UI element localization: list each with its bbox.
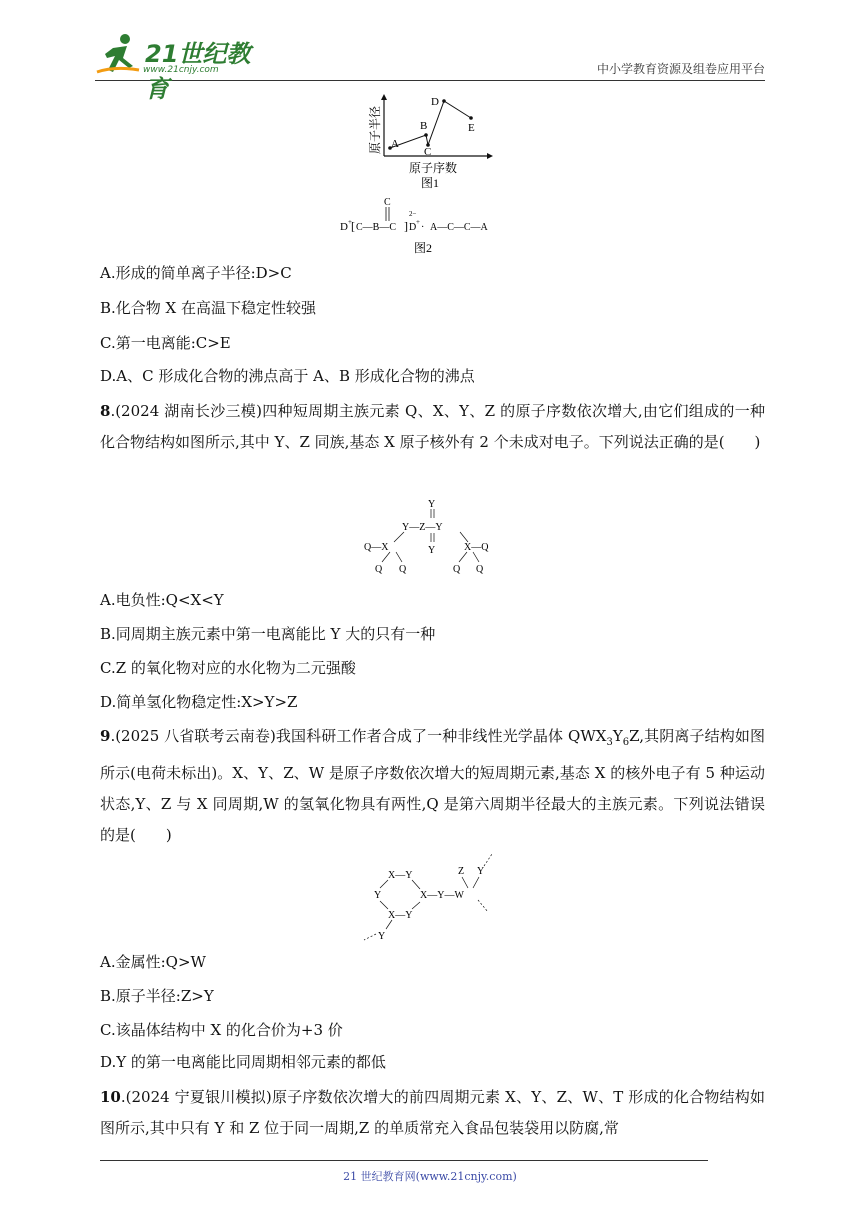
q9-option-d: D.Y 的第一电离能比同周期相邻元素的都低: [100, 1053, 386, 1071]
q8-option-d: D.简单氢化物稳定性:X>Y>Z: [100, 693, 298, 711]
q9-number: 9: [100, 727, 111, 745]
svg-text:C—B—C: C—B—C: [356, 222, 397, 233]
logo: [95, 32, 265, 103]
q8-option-a: A.电负性:Q<X<Y: [100, 591, 224, 609]
q8-option-b: B.同周期主族元素中第一电离能比 Y 大的只有一种: [100, 625, 436, 643]
svg-text:Q: Q: [399, 564, 407, 575]
q9-option-b: B.原子半径:Z>Y: [100, 987, 214, 1005]
q7-option-b: B.化合物 X 在高温下稳定性较强: [100, 299, 317, 317]
q8-number: 8: [100, 402, 111, 420]
figure-q8-structure: [362, 496, 502, 576]
q9-option-c: C.该晶体结构中 X 的化合价为+3 价: [100, 1021, 343, 1039]
figure-q9-structure: [362, 852, 502, 944]
svg-text:X—Y: X—Y: [388, 910, 413, 921]
svg-text:+: +: [348, 218, 352, 226]
fig1-xlabel: 原子序数: [409, 161, 458, 175]
page-footer: 21 世纪教育网(www.21cnjy.com): [343, 1170, 517, 1183]
svg-text:Y: Y: [374, 890, 382, 901]
q10-stem: [100, 1082, 765, 1144]
fig1-caption: 图1: [421, 176, 440, 190]
figure-2-structure: [335, 194, 535, 256]
q8-option-c: C.Z 的氧化物对应的水化物为二元强酸: [100, 659, 356, 677]
q9-stem: 9.(2025 八省联考云南卷)我国科研工作者合成了一种非线性光学晶体 $QWX_3Y_6Z$,其阴离子结构如图所示(电荷未标出)。X、Y、Z、W 是原子序数依次增大的短周期元素,基态 X 的核外电子有 5 种运动状态,Y、Z 与 X 同周期,W 的氢氧化物具有两性,Q 是第六周期半径最大的主族元素。下列说法错误的是( ): [100, 727, 765, 844]
fig2-caption: 图2: [414, 241, 433, 255]
q7-option-c: C.第一电离能:C>E: [100, 334, 231, 352]
q8-stem: [100, 396, 765, 458]
fig1-point-e: E: [468, 122, 475, 134]
fig1-ylabel: 原子半径: [368, 105, 382, 154]
fig2-formula-right: A—C—C—A: [430, 222, 488, 233]
q9-option-a: A.金属性:Q>W: [100, 953, 206, 971]
footer-divider: [100, 1160, 708, 1161]
svg-text:X—Y: X—Y: [388, 870, 413, 881]
logo-text: 21世纪教育: [145, 40, 251, 103]
platform-tagline: 中小学教育资源及组卷应用平台: [596, 62, 765, 76]
q7-option-a: A.形成的简单离子半径:D>C: [100, 264, 292, 282]
svg-text:·: ·: [421, 222, 425, 233]
svg-text:]: ]: [404, 219, 408, 233]
fig1-point-b: B: [420, 120, 428, 132]
figure-1-chart: [365, 94, 495, 190]
svg-text:X—Y—W: X—Y—W: [420, 890, 464, 901]
svg-text:C: C: [384, 197, 391, 208]
svg-text:[: [: [351, 219, 355, 233]
logo-url: www.21cnjy.com: [143, 65, 219, 75]
q10-text: .(2024 宁夏银川模拟)原子序数依次增大的前四周期元素 X、Y、Z、W、T 形成的化合物结构如图所示,其中只有 Y 和 Z 位于同一周期,Z 的单质常充入食品包装袋用以防腐,常: [100, 1088, 765, 1137]
q8-text: .(2024 湖南长沙三模)四种短周期主族元素 Q、X、Y、Z 的原子序数依次增大,由它们组成的一种化合物结构如图所示,其中 Y、Z 同族,基态 X 原子核外有 2 个未成对电子。下列说法正确的是( ): [100, 402, 765, 451]
svg-text:Q: Q: [375, 564, 383, 575]
svg-text:Y—Z—Y: Y—Z—Y: [402, 522, 443, 533]
fig2-d-cation: D: [340, 221, 348, 233]
svg-text:D: D: [409, 222, 417, 233]
svg-text:Z: Z: [458, 866, 465, 877]
svg-text:Y: Y: [428, 545, 436, 556]
runner-logo-icon: [95, 32, 143, 78]
svg-text:X—Q: X—Q: [464, 542, 489, 553]
svg-text:Y: Y: [378, 931, 386, 942]
svg-text:Q—X: Q—X: [364, 542, 389, 553]
svg-text:Q: Q: [476, 564, 484, 575]
svg-text:Q: Q: [453, 564, 461, 575]
svg-text:+: +: [416, 218, 420, 226]
q10-number: 10: [100, 1088, 121, 1106]
svg-text:Y: Y: [477, 866, 485, 877]
fig1-point-c: C: [424, 146, 432, 158]
svg-text:2−: 2−: [409, 210, 417, 218]
fig1-point-d: D: [431, 96, 439, 108]
fig1-point-a: A: [391, 138, 399, 150]
page-header: [95, 32, 765, 103]
svg-text:Y: Y: [428, 499, 436, 510]
q7-option-d: D.A、C 形成化合物的沸点高于 A、B 形成化合物的沸点: [100, 367, 475, 385]
